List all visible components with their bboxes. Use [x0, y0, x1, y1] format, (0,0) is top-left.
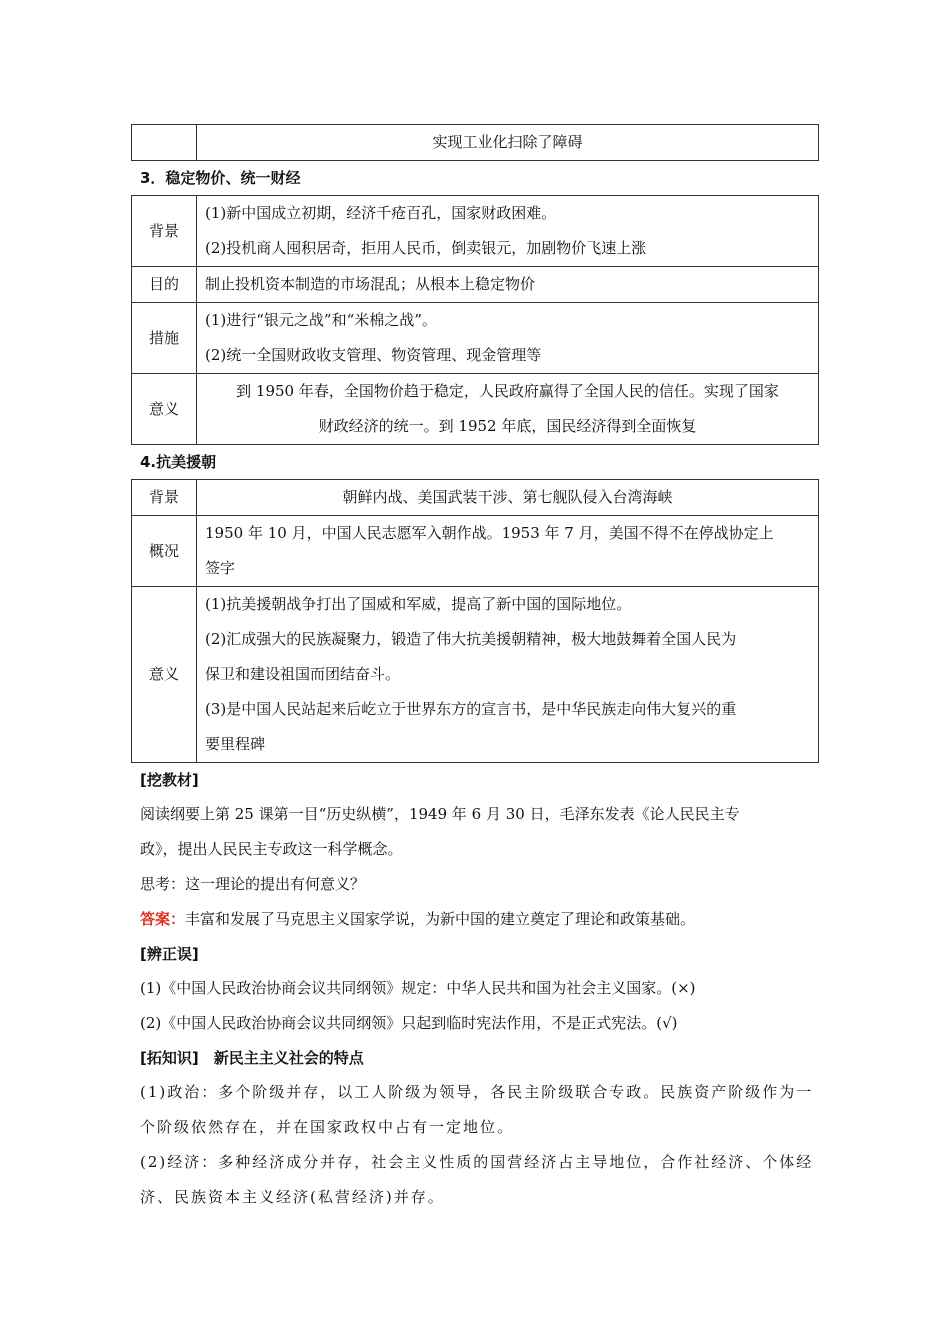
row-content	[197, 303, 819, 374]
table-row	[132, 125, 819, 161]
document-page	[131, 124, 819, 1215]
text-line: 保卫和建设祖国而团结奋斗。	[205, 665, 401, 683]
section4-table	[131, 479, 819, 763]
text-line: 到 1950 年春，全国物价趋于稳定，人民政府赢得了全国人民的信任。实现了国家	[236, 382, 779, 400]
table-row	[132, 516, 819, 587]
table-row	[132, 196, 819, 267]
answer-label: 答案：	[140, 910, 186, 928]
text-line: 财政经济的统一。到 1952 年底，国民经济得到全面恢复	[318, 417, 697, 435]
table-row	[132, 267, 819, 303]
text-line: (2)汇成强大的民族凝聚力，锻造了伟大抗美援朝精神，极大地鼓舞着全国人民为	[205, 630, 737, 648]
table-row	[132, 587, 819, 763]
answer-text: 丰富和发展了马克思主义国家学说，为新中国的建立奠定了理论和政策基础。	[185, 910, 696, 928]
section4-heading: 4.抗美援朝	[140, 453, 217, 471]
paragraph-line: (1)政治：多个阶级并存，以工人阶级为领导，各民主阶级联合专政。民族资产阶级作为一	[140, 1083, 814, 1101]
text-line: (2)统一全国财政收支管理、物资管理、现金管理等	[205, 346, 542, 364]
text-line: 签字	[205, 559, 236, 577]
text-line: (3)是中国人民站起来后屹立于世界东方的宣言书，是中华民族走向伟大复兴的重	[205, 700, 737, 718]
table-row	[132, 303, 819, 374]
row-label: 意义	[132, 587, 197, 763]
list-item: (2)《中国人民政治协商会议共同纲领》只起到临时宪法作用，不是正式宪法。(√)	[140, 1014, 678, 1032]
row-content	[197, 516, 819, 587]
row-content: 制止投机资本制造的市场混乱；从根本上稳定物价	[197, 267, 819, 303]
row-label: 目的	[132, 267, 197, 303]
row-label: 背景	[132, 480, 197, 516]
text-line: (1)抗美援朝战争打出了国威和军威，提高了新中国的国际地位。	[205, 595, 632, 613]
section3-heading: 3．稳定物价、统一财经	[140, 169, 301, 187]
row-label: 意义	[132, 374, 197, 445]
answer-line	[131, 902, 819, 937]
top-table-text: 实现工业化扫除了障碍	[197, 125, 819, 161]
text-line: 要里程碑	[205, 735, 266, 753]
list-item: (1)《中国人民政治协商会议共同纲领》规定：中华人民共和国为社会主义国家。(×)	[140, 979, 696, 997]
expand-knowledge-heading: [拓知识] 新民主主义社会的特点	[140, 1049, 364, 1067]
section3-table	[131, 195, 819, 445]
empty-label-cell	[132, 125, 197, 161]
row-content	[197, 587, 819, 763]
row-content	[197, 196, 819, 267]
paragraph-line: 个阶级依然存在，并在国家政权中占有一定地位。	[140, 1118, 515, 1136]
paragraph-line: 阅读纲要上第 25 课第一目“历史纵横”，1949 年 6 月 30 日，毛泽东发表《论人民民主专	[140, 805, 740, 823]
row-label: 措施	[132, 303, 197, 374]
paragraph-line: 政》，提出人民民主专政这一科学概念。	[140, 840, 403, 858]
row-label: 概况	[132, 516, 197, 587]
text-line: (1)进行“银元之战”和“米棉之战”。	[205, 311, 437, 329]
correct-errors-heading: [辨正误]	[140, 945, 199, 963]
row-label: 背景	[132, 196, 197, 267]
table-row	[132, 480, 819, 516]
table-row	[132, 374, 819, 445]
question-line: 思考：这一理论的提出有何意义？	[140, 875, 366, 893]
row-content: 朝鲜内战、美国武装干涉、第七舰队侵入台湾海峡	[197, 480, 819, 516]
text-line: (2)投机商人囤积居奇，拒用人民币，倒卖银元，加剧物价飞速上涨	[205, 239, 647, 257]
row-content	[197, 374, 819, 445]
top-table	[131, 124, 819, 161]
paragraph-line: 济、民族资本主义经济(私营经济)并存。	[140, 1188, 445, 1206]
paragraph-line: (2)经济：多种经济成分并存，社会主义性质的国营经济占主导地位，合作社经济、个体经	[140, 1153, 814, 1171]
dig-textbook-heading: [挖教材]	[140, 771, 199, 789]
text-line: (1)新中国成立初期，经济千疮百孔，国家财政困难。	[205, 204, 557, 222]
text-line: 1950 年 10 月，中国人民志愿军入朝作战。1953 年 7 月，美国不得不在停战协定上	[205, 524, 774, 542]
